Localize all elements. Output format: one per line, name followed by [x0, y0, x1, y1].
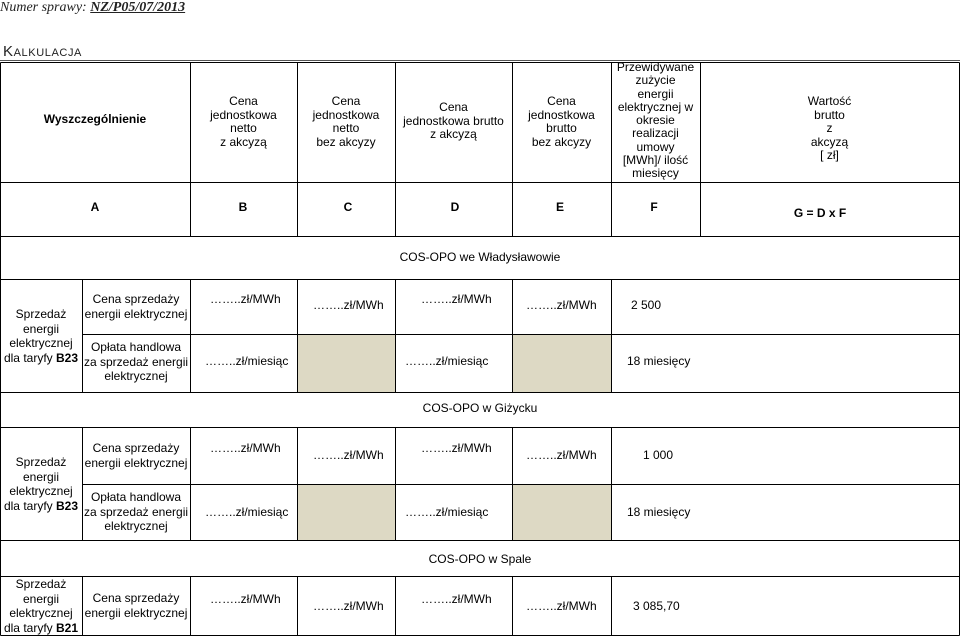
- value-c1: ……..zł/MWh: [421, 441, 492, 455]
- header-d: Cena jednostkowa brutto bez akcyzy: [528, 94, 595, 149]
- section-title: COS-OPO w Giżycku: [422, 401, 538, 415]
- value-b1: ……..zł/MWh: [313, 599, 384, 613]
- spec-label: Sprzedaż energii elektrycznej dla taryfy B21: [3, 577, 79, 635]
- value-e1: 1 000: [643, 448, 674, 462]
- letter-g: G = D x F: [793, 206, 847, 220]
- value-c2: ……..zł/miesiąc: [405, 505, 489, 519]
- value-a1: ……..zł/MWh: [210, 441, 281, 455]
- letter-d: D: [450, 200, 460, 214]
- value-c1: ……..zł/MWh: [421, 292, 492, 306]
- value-d1: ……..zł/MWh: [526, 599, 597, 613]
- header-e: Przewidywane zużycie energii elektrycznej w okresie realizacji umowy [MWh]/ ilość miesięcy: [616, 60, 695, 181]
- shade-b-sec1: [297, 335, 395, 393]
- header-spec: Wyszczególnienie: [43, 112, 147, 126]
- row-label-price: Cena sprzedaży energii elektrycznej: [84, 591, 188, 620]
- value-d1: ……..zł/MWh: [526, 448, 597, 462]
- value-b1: ……..zł/MWh: [313, 298, 384, 312]
- shade-d-sec1: [512, 335, 611, 393]
- value-c1: ……..zł/MWh: [421, 592, 492, 606]
- value-c2: ……..zł/miesiąc: [405, 354, 489, 368]
- document-title: Kalkulacja: [3, 43, 82, 60]
- value-e2: 18 miesięcy: [627, 505, 691, 519]
- value-e1: 2 500: [631, 298, 662, 312]
- letter-c: C: [343, 200, 353, 214]
- section-title: COS-OPO w Spale: [428, 552, 532, 566]
- letter-b: B: [238, 200, 248, 214]
- value-e2: 18 miesięcy: [627, 354, 691, 368]
- case-number: [0, 0, 185, 16]
- letter-a: A: [90, 200, 100, 214]
- row-label-fee: Opłata handlowa za sprzedaż energii elektrycznej: [83, 490, 189, 533]
- value-a2: ……..zł/miesiąc: [205, 354, 289, 368]
- title-rule: [0, 60, 960, 61]
- value-a2: ……..zł/miesiąc: [205, 505, 289, 519]
- value-d1: ……..zł/MWh: [526, 298, 597, 312]
- letter-e: E: [555, 200, 564, 214]
- section-title: COS-OPO we Władysławowie: [399, 250, 561, 264]
- spec-label: Sprzedaż energii elektrycznej dla taryfy B23: [3, 307, 79, 365]
- shade-b-sec2: [297, 485, 395, 540]
- header-b: Cena jednostkowa netto bez akcyzy: [312, 94, 380, 149]
- row-label-fee: Opłata handlowa za sprzedaż energii elektrycznej: [83, 340, 189, 383]
- spec-label: Sprzedaż energii elektrycznej dla taryfy B23: [3, 455, 79, 513]
- value-e1: 3 085,70: [633, 599, 680, 613]
- header-a: Cena jednostkowa netto z akcyzą: [210, 94, 277, 149]
- letter-f: F: [650, 200, 658, 214]
- value-b1: ……..zł/MWh: [313, 448, 384, 462]
- shade-d-sec2: [512, 485, 611, 540]
- case-number-label: Numer sprawy:: [0, 0, 87, 15]
- row-label-price: Cena sprzedaży energii elektrycznej: [84, 292, 188, 321]
- case-number-value: NZ/P05/07/2013: [90, 0, 186, 15]
- row-label-price: Cena sprzedaży energii elektrycznej: [84, 441, 188, 470]
- value-a1: ……..zł/MWh: [210, 592, 281, 606]
- header-f: Wartość brutto z akcyzą [ zł]: [807, 94, 852, 162]
- value-a1: ……..zł/MWh: [210, 292, 281, 306]
- header-c: Cena jednostkowa brutto z akcyzą: [403, 100, 504, 141]
